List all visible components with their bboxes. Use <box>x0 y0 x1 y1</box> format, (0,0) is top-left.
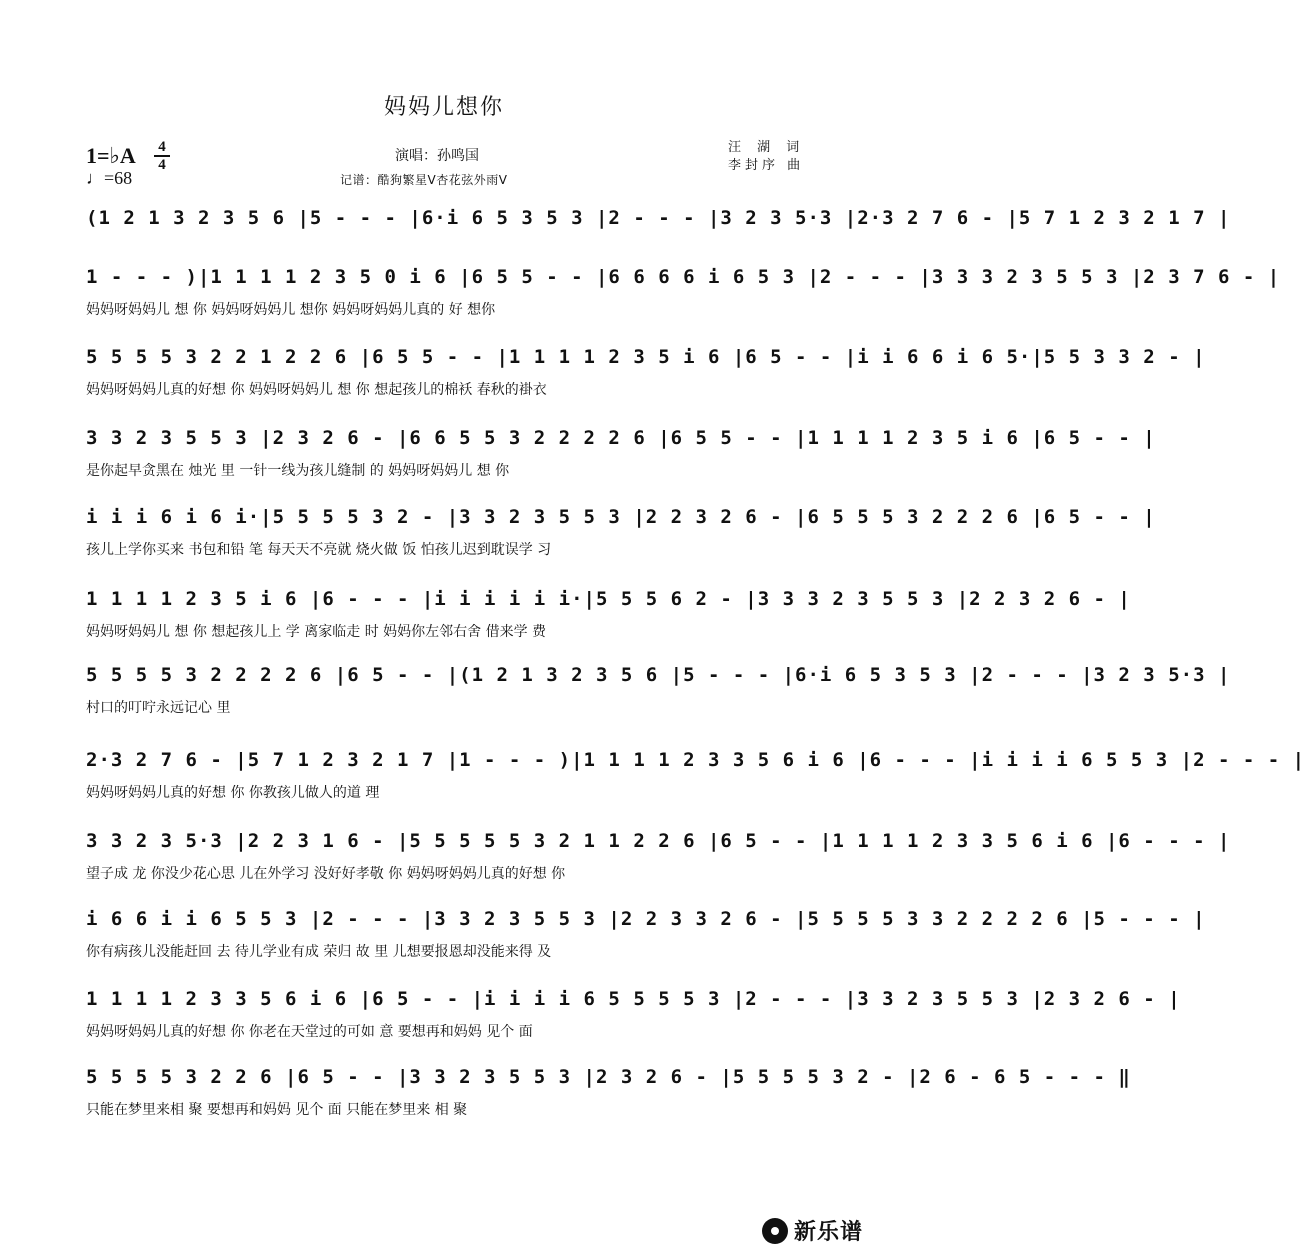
lyrics-line: 是你起早贪黑在 烛光 里 一针一线为孩儿缝制 的 妈妈呀妈妈儿 想 你 <box>86 463 510 479</box>
lyrics-line: 你有病孩儿没能赶回 去 待儿学业有成 荣归 故 里 儿想要报恩却没能来得 及 <box>86 944 552 960</box>
lyrics-line: 只能在梦里来相 聚 要想再和妈妈 见个 面 只能在梦里来 相 聚 <box>86 1102 468 1118</box>
lyrics-line: 妈妈呀妈妈儿 想 你 想起孩儿上 学 离家临走 时 妈妈你左邻右舍 借来学 费 <box>86 624 547 640</box>
notation-line: 5 5 5 5 3 2 2 1 2 2 6 |6 5 5 - - |1 1 1 1 2 3 5 i 6 |6 5 - - |i i 6 6 i 6 5·|5 5 3 3 2 - | <box>86 346 1206 368</box>
lyricist-credit: 汪 湖 词 <box>728 140 806 155</box>
lyrics-line: 妈妈呀妈妈儿真的好想 你 你教孩儿做人的道 理 <box>86 785 380 801</box>
notation-line: i i i 6 i 6 i·|5 5 5 5 3 2 - |3 3 2 3 5 5 3 |2 2 3 2 6 - |6 5 5 5 3 2 2 2 6 |6 5 - - | <box>86 506 1156 528</box>
lyrics-line: 孩儿上学你买来 书包和铅 笔 每天天不亮就 烧火做 饭 怕孩儿迟到耽误学 习 <box>86 542 552 558</box>
tempo-marking: ♩=68 <box>86 168 133 188</box>
notation-line: 5 5 5 5 3 2 2 2 2 6 |6 5 - - |(1 2 1 3 2 3 5 6 |5 - - - |6·i 6 5 3 5 3 |2 - - - |3 2 3 5·3 | <box>86 664 1231 686</box>
site-logo-text: 新乐谱 <box>794 1220 864 1245</box>
lyrics-line: 妈妈呀妈妈儿真的好想 你 妈妈呀妈妈儿 想 你 想起孩儿的棉袄 春秋的褂衣 <box>86 382 547 398</box>
singer-credit: 演唱：孙鸣国 <box>395 148 479 164</box>
transcriber-credit: 记谱：酷狗繁星V杏花弦外雨V <box>340 173 508 187</box>
time-signature <box>152 140 172 172</box>
vinyl-disc-icon <box>762 1218 788 1244</box>
lyrics-line: 妈妈呀妈妈儿 想 你 妈妈呀妈妈儿 想你 妈妈呀妈妈儿真的 好 想你 <box>86 302 496 318</box>
key-signature: 1=♭A <box>86 143 136 168</box>
notation-line: 2·3 2 7 6 - |5 7 1 2 3 2 1 7 |1 - - - )|1 1 1 1 2 3 3 5 6 i 6 |6 - - - |i i i i 6 5 5 3 |2 - - - | <box>86 749 1305 771</box>
site-logo <box>762 1215 863 1246</box>
notation-line: (1 2 1 3 2 3 5 6 |5 - - - |6·i 6 5 3 5 3 |2 - - - |3 2 3 5·3 |2·3 2 7 6 - |5 7 1 2 3 2 1 7 | <box>86 207 1231 229</box>
lyrics-line: 妈妈呀妈妈儿真的好想 你 你老在天堂过的可如 意 要想再和妈妈 见个 面 <box>86 1024 533 1040</box>
notation-line: 3 3 2 3 5·3 |2 2 3 1 6 - |5 5 5 5 5 3 2 1 1 2 2 6 |6 5 - - |1 1 1 1 2 3 3 5 6 i 6 |6 - - - | <box>86 830 1231 852</box>
lyrics-line: 村口的叮咛永远记心 里 <box>86 700 231 716</box>
song-title: 妈妈儿想你 <box>383 95 504 120</box>
notation-line: 3 3 2 3 5 5 3 |2 3 2 6 - |6 6 5 5 3 2 2 2 2 6 |6 5 5 - - |1 1 1 1 2 3 5 i 6 |6 5 - - | <box>86 427 1156 449</box>
notation-line: 5 5 5 5 3 2 2 6 |6 5 - - |3 3 2 3 5 5 3 |2 3 2 6 - |5 5 5 5 3 2 - |2 6 - 6 5 - - - ‖ <box>86 1066 1131 1088</box>
time-signature-top: 4 <box>158 139 166 155</box>
lyrics-line: 望子成 龙 你没少花心思 儿在外学习 没好好孝敬 你 妈妈呀妈妈儿真的好想 你 <box>86 866 566 882</box>
notation-line: i 6 6 i i 6 5 5 3 |2 - - - |3 3 2 3 5 5 3 |2 2 3 3 2 6 - |5 5 5 5 3 3 2 2 2 2 6 |5 - - - | <box>86 908 1206 930</box>
time-signature-bottom: 4 <box>158 157 166 173</box>
composer-credit: 李封序 曲 <box>728 158 805 173</box>
notation-line: 1 1 1 1 2 3 5 i 6 |6 - - - |i i i i i i·|5 5 5 6 2 - |3 3 3 2 3 5 5 3 |2 2 3 2 6 - | <box>86 588 1131 610</box>
notation-line: 1 1 1 1 2 3 3 5 6 i 6 |6 5 - - |i i i i 6 5 5 5 5 3 |2 - - - |3 3 2 3 5 5 3 |2 3 2 6 - | <box>86 988 1181 1010</box>
notation-line: 1 - - - )|1 1 1 1 2 3 5 0 i 6 |6 5 5 - - |6 6 6 6 i 6 5 3 |2 - - - |3 3 3 2 3 5 5 3 |2 3 7 6 - | <box>86 266 1281 288</box>
